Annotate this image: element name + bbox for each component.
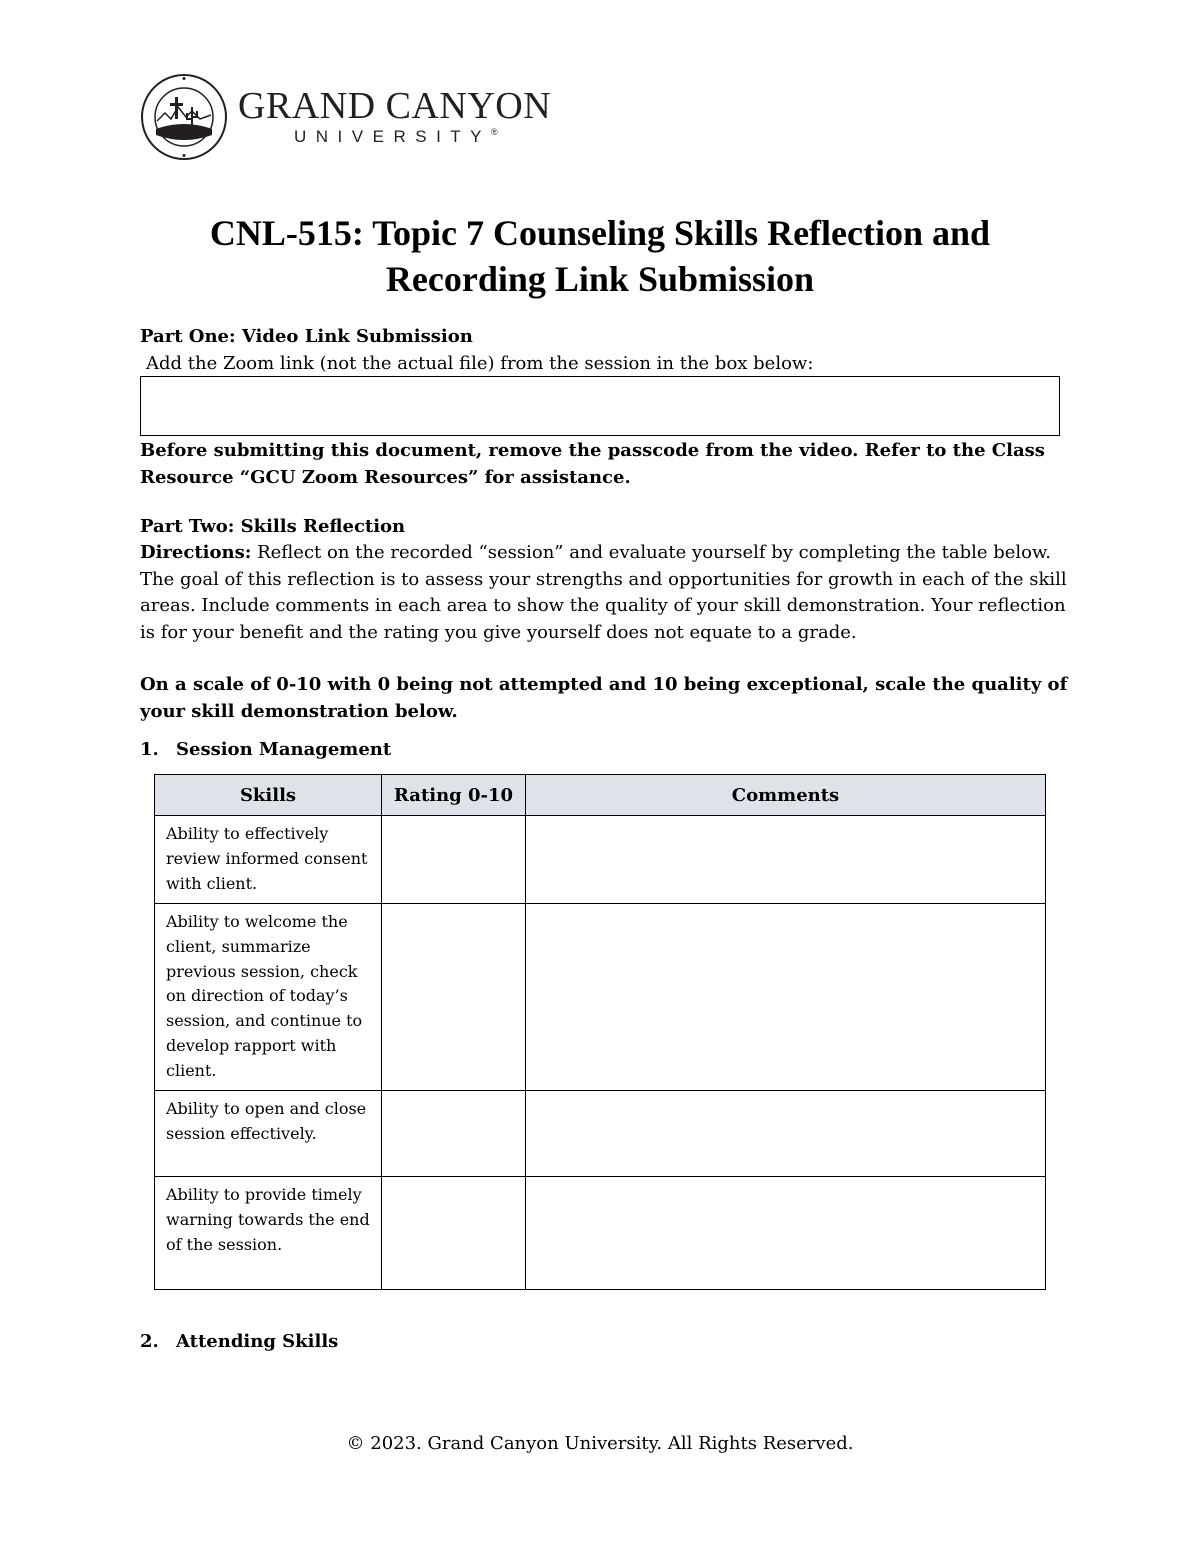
- scale-instruction-line-1: On a scale of 0-10 with 0 being not attempted and 10 being exceptional, scale the quality of: [140, 674, 1068, 695]
- passcode-warning-line-2: Resource “GCU Zoom Resources” for assistance.: [140, 467, 631, 488]
- directions-label: Directions:: [140, 542, 252, 563]
- wordmark-name: GRAND CANYON: [238, 85, 552, 127]
- table-header-row: [155, 775, 1046, 816]
- comments-cell[interactable]: [526, 1091, 1046, 1177]
- part-one-instruction: Add the Zoom link (not the actual file) from the session in the box below:: [146, 353, 814, 374]
- scale-instruction-line-2: your skill demonstration below.: [140, 701, 458, 722]
- section-title: Attending Skills: [176, 1331, 339, 1352]
- wordmark-trademark: ®: [491, 127, 498, 137]
- rating-cell[interactable]: [382, 816, 526, 904]
- zoom-link-input-box[interactable]: [140, 376, 1060, 436]
- section-title: Session Management: [176, 739, 392, 760]
- section-number: 1.: [140, 739, 159, 760]
- title-line-1: CNL-515: Topic 7 Counseling Skills Reflection and: [209, 213, 991, 253]
- section-number: 2.: [140, 1331, 159, 1352]
- part-one-heading: Part One: Video Link Submission: [140, 326, 473, 347]
- university-wordmark: [238, 87, 551, 147]
- part-two-heading: Part Two: Skills Reflection: [140, 516, 406, 537]
- comments-cell[interactable]: [526, 1177, 1046, 1290]
- rating-cell[interactable]: [382, 1091, 526, 1177]
- table-row: [155, 1177, 1046, 1290]
- skill-cell: Ability to effectively review informed consent with client.: [155, 816, 382, 904]
- table-row: [155, 816, 1046, 904]
- skill-cell: Ability to welcome the client, summarize previous session, check on direction of today’s session, and continue to develop rapport with client.: [155, 904, 382, 1091]
- directions-paragraph: [140, 540, 1070, 647]
- passcode-warning-line-1: Before submitting this document, remove the passcode from the video. Refer to the Class: [140, 440, 1045, 461]
- table-row: [155, 1091, 1046, 1177]
- comments-cell[interactable]: [526, 904, 1046, 1091]
- page-title: [100, 210, 1100, 302]
- university-logo: [140, 72, 551, 162]
- skills-table: [154, 774, 1046, 1290]
- header-comments: Comments: [526, 775, 1046, 816]
- wordmark-university: UNIVERSITY: [294, 127, 492, 146]
- title-line-2: Recording Link Submission: [385, 259, 815, 299]
- comments-cell[interactable]: [526, 816, 1046, 904]
- table-row: [155, 904, 1046, 1091]
- skill-cell: Ability to provide timely warning towards the end of the session.: [155, 1177, 382, 1290]
- directions-text: Reflect on the recorded “session” and evaluate yourself by completing the table below. The goal of this reflection is to assess your strengths and opportunities for growth in each of the skill areas. Include comments in each area to show the quality of your skill demonstration. Your reflection is for your benefit and the rating you give yourself does not equate to a grade.: [140, 542, 1067, 644]
- section-attending-skills: [140, 1329, 338, 1355]
- copyright-footer: © 2023. Grand Canyon University. All Rights Reserved.: [346, 1433, 854, 1454]
- section-session-management: [140, 737, 391, 763]
- skill-cell: Ability to open and close session effectively.: [155, 1091, 382, 1177]
- header-rating: Rating 0-10: [382, 775, 526, 816]
- university-seal-icon: [140, 73, 228, 161]
- rating-cell[interactable]: [382, 904, 526, 1091]
- header-skills: Skills: [155, 775, 382, 816]
- rating-cell[interactable]: [382, 1177, 526, 1290]
